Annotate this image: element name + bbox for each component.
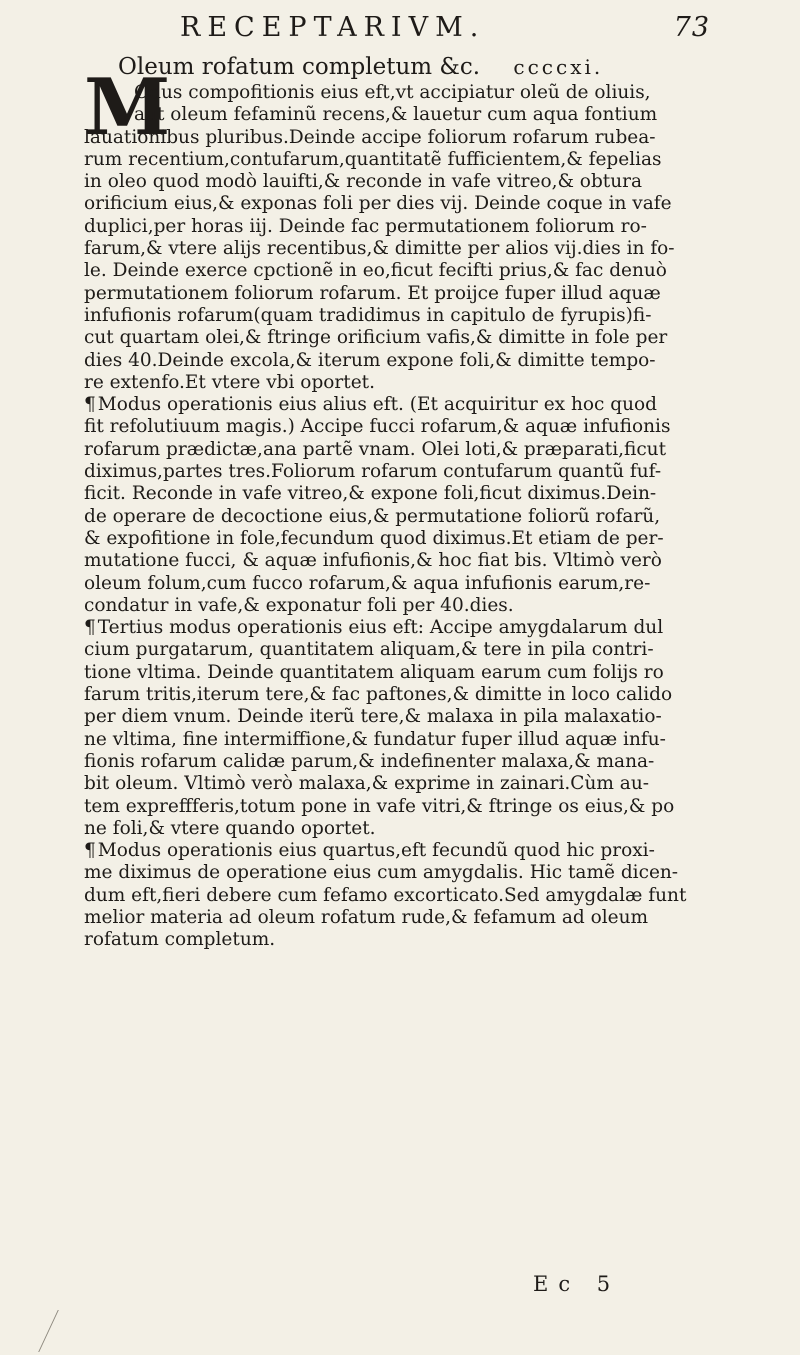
text-line: diximus,partes tres.Foliorum rofarum contufarum quantũ fuf- [84, 461, 662, 483]
signature-mark: Ec 5 [533, 1272, 621, 1296]
text-line: cut quartam olei,& ftringe orificium vafis,& dimitte in fole per [84, 327, 668, 349]
paragraph-start-line: ¶ Modus operationis eius quartus,eft fecundũ quod hic proxi- [84, 840, 734, 862]
text-line: ne foli,& vtere quando oportet. [84, 817, 376, 839]
text-line: cium purgatarum, quantitatem aliquam,& tere in pila contri- [84, 639, 654, 661]
text-line: tem expreffferis,totum pone in vafe vitri,& ftringe os eius,& po [84, 795, 675, 817]
text-line: condatur in vafe,& exponatur foli per 40.dies. [84, 594, 514, 616]
text-line: de operare de decoctione eius,& permutatione foliorũ rofarũ, [84, 505, 661, 527]
paragraph-start-line: ¶ Tertius modus operationis eius eft: Accipe amygdalarum dul [84, 617, 734, 639]
running-title: RECEPTARIVM. [180, 12, 486, 43]
text-line: lauationibus pluribus.Deinde accipe foliorum rofarum rubea- [84, 126, 656, 148]
text-line: le. Deinde exerce cpctionẽ in eo,ficut fecifti prius,& fac denuò [84, 260, 667, 282]
text-line: mutatione fucci, & aquæ infufionis,& hoc fiat bis. Vltimò verò [84, 550, 662, 572]
text-line: & expofitione in fole,fecundum quod diximus.Et etiam de per- [84, 527, 664, 549]
text-line: tione vltima. Deinde quantitatem aliquam earum cum folijs ro [84, 661, 664, 683]
drop-capital: M [84, 62, 171, 153]
text-line: bit oleum. Vltimò verò malaxa,& exprime in zainari.Cùm au- [84, 773, 649, 795]
running-head [150, 12, 710, 46]
text-line: oleum folum,cum fucco rofarum,& aqua infufionis earum,re- [84, 572, 651, 594]
text-line: aut oleum fefaminũ recens,& lauetur cum aqua fontium [134, 104, 658, 126]
text-line: ne vltima, fine intermiffione,& fundatur fuper illud aquæ infu- [84, 728, 666, 750]
text-line: per diem vnum. Deinde iterũ tere,& malaxa in pila malaxatio- [84, 706, 662, 728]
text-line: fit refolutiuum magis.) Accipe fucci rofarum,& aquæ infufionis [84, 416, 671, 438]
text-line: rofatum completum. [84, 929, 276, 951]
margin-stroke [38, 1310, 81, 1352]
text-line: rofarum prædictæ,ana partẽ vnam. Olei loti,& præparati,ficut [84, 438, 667, 460]
chapter-title: Oleum rofatum completum &c. [118, 54, 481, 80]
text-line: farum,& vtere alijs recentibus,& dimitte per alios vij.dies in fo- [84, 238, 675, 260]
text-line: Odus compofitionis eius eft,vt accipiatur oleũ de oliuis, [134, 82, 651, 103]
text-line: melior materia ad oleum rofatum rude,& fefamum ad oleum [84, 906, 649, 928]
body-text [84, 82, 734, 952]
text-line: in oleo quod modò lauifti,& reconde in vafe vitreo,& obtura [84, 171, 643, 193]
text-line: farum tritis,iterum tere,& fac paftones,& dimitte in loco calido [84, 684, 673, 706]
chapter-heading [118, 54, 678, 80]
paragraph-start-line: ¶ Modus operationis eius alius eft. (Et acquiritur ex hoc quod [84, 394, 734, 416]
text-line: ficit. Reconde in vafe vitreo,& expone foli,ficut diximus.Dein- [84, 483, 657, 505]
text-line: dum eft,fieri debere cum fefamo excorticato.Sed amygdalæ funt [84, 884, 687, 906]
page-number: 73 [673, 12, 710, 43]
chapter-number: ccccxi. [513, 55, 604, 79]
text-line: orificium eius,& exponas foli per dies vij. Deinde coque in vafe [84, 193, 672, 215]
text-line: dies 40.Deinde excola,& iterum expone foli,& dimitte tempo- [84, 349, 656, 371]
text-line: permutationem foliorum rofarum. Et proijce fuper illud aquæ [84, 282, 661, 304]
text-line: infufionis rofarum(quam tradidimus in capitulo de fyrupis)fi- [84, 304, 652, 326]
text-line: rum recentium,contufarum,quantitatẽ fufficientem,& fepelias [84, 148, 662, 170]
text-line: me diximus de operatione eius cum amygdalis. Hic tamẽ dicen- [84, 862, 679, 884]
text-line: duplici,per horas iij. Deinde fac permutationem foliorum ro- [84, 215, 647, 237]
text-line: re extenfo.Et vtere vbi oportet. [84, 371, 375, 393]
text-line: fionis rofarum calidæ parum,& indefinenter malaxa,& mana- [84, 750, 655, 772]
